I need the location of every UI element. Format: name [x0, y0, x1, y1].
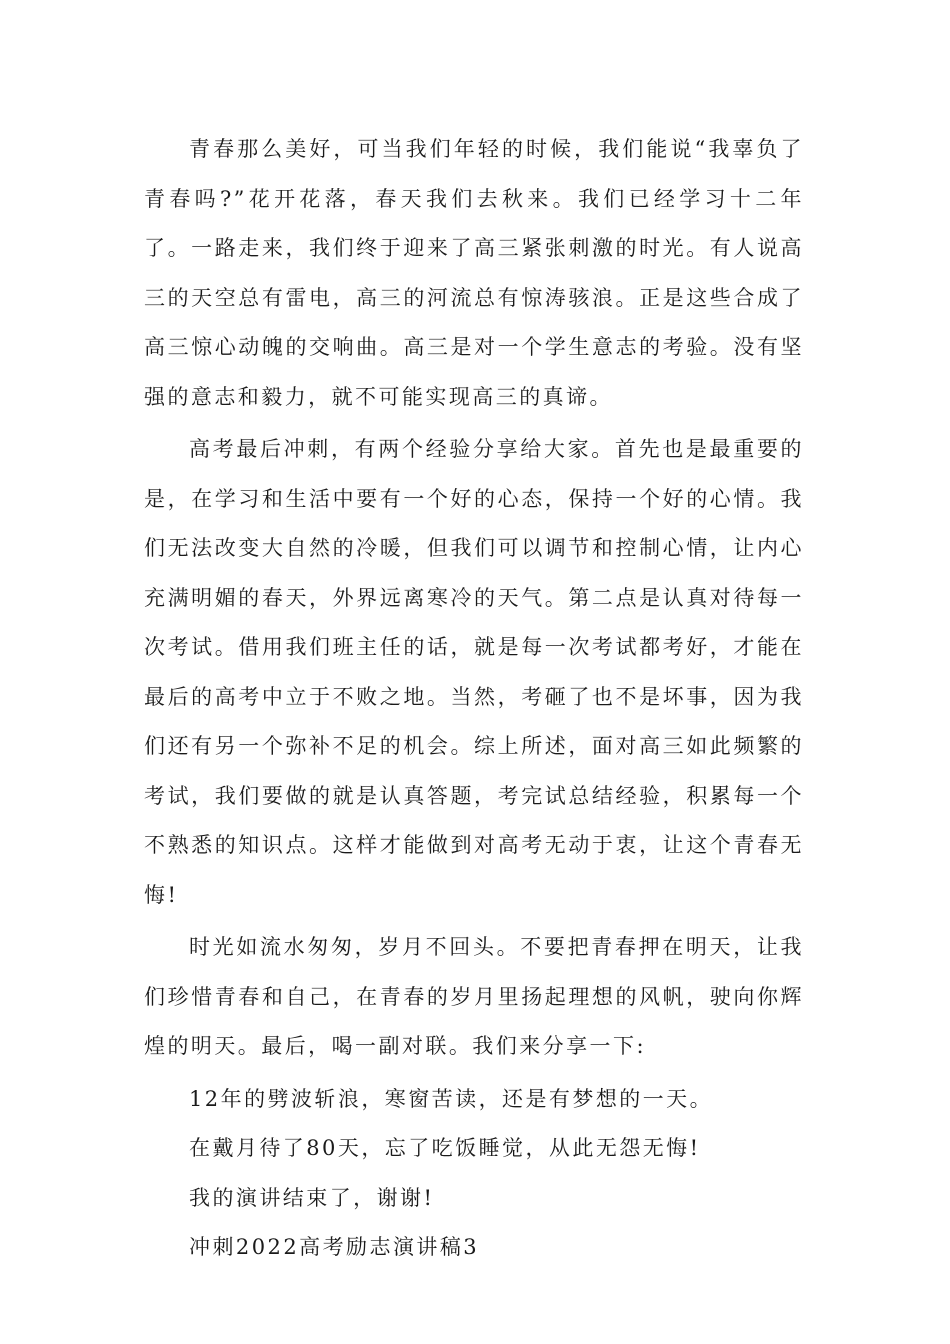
closing-remark: 我的演讲结束了，谢谢!	[189, 1185, 435, 1210]
couplet-line-first: 12年的劈波斩浪，寒窗苦读，还是有梦想的一天。	[189, 1086, 714, 1111]
couplet-line-second: 在戴月待了80天，忘了吃饭睡觉，从此无怨无悔!	[189, 1136, 701, 1160]
paragraph-cherish-time: 时光如流水匆匆，岁月不回头。不要把青春押在明天，让我们珍惜青春和自己，在青春的岁月里扬起理想的风帆，驶向你辉煌的明天。最后，喝一副对联。我们来分享一下:	[144, 935, 804, 1058]
next-section-title: 冲刺2022高考励志演讲稿3	[189, 1235, 480, 1259]
document-body	[144, 125, 804, 1273]
paragraph-exam-advice: 高考最后冲刺，有两个经验分享给大家。首先也是最重要的是，在学习和生活中要有一个好的心态，保持一个好的心情。我们无法改变大自然的冷暖，但我们可以调节和控制心情，让内心充满明媚的春天，外界远离寒冷的天气。第二点是认真对待每一次考试。借用我们班主任的话，就是每一次考试都考好，才能在最后的高考中立于不败之地。当然，考砸了也不是坏事，因为我们还有另一个弥补不足的机会。综上所述，面对高三如此频繁的考试，我们要做的就是认真答题，考完试总结经验，积累每一个不熟悉的知识点。这样才能做到对高考无动于衷，让这个青春无悔!	[144, 437, 804, 907]
paragraph-youth: 青春那么美好，可当我们年轻的时候，我们能说“我辜负了青春吗?”花开花落，春天我们去秋来。我们已经学习十二年了。一路走来，我们终于迎来了高三紧张刺激的时光。有人说高三的天空总有雷电，高三的河流总有惊涛骇浪。正是这些合成了高三惊心动魄的交响曲。高三是对一个学生意志的考验。没有坚强的意志和毅力，就不可能实现高三的真谛。	[144, 137, 804, 409]
